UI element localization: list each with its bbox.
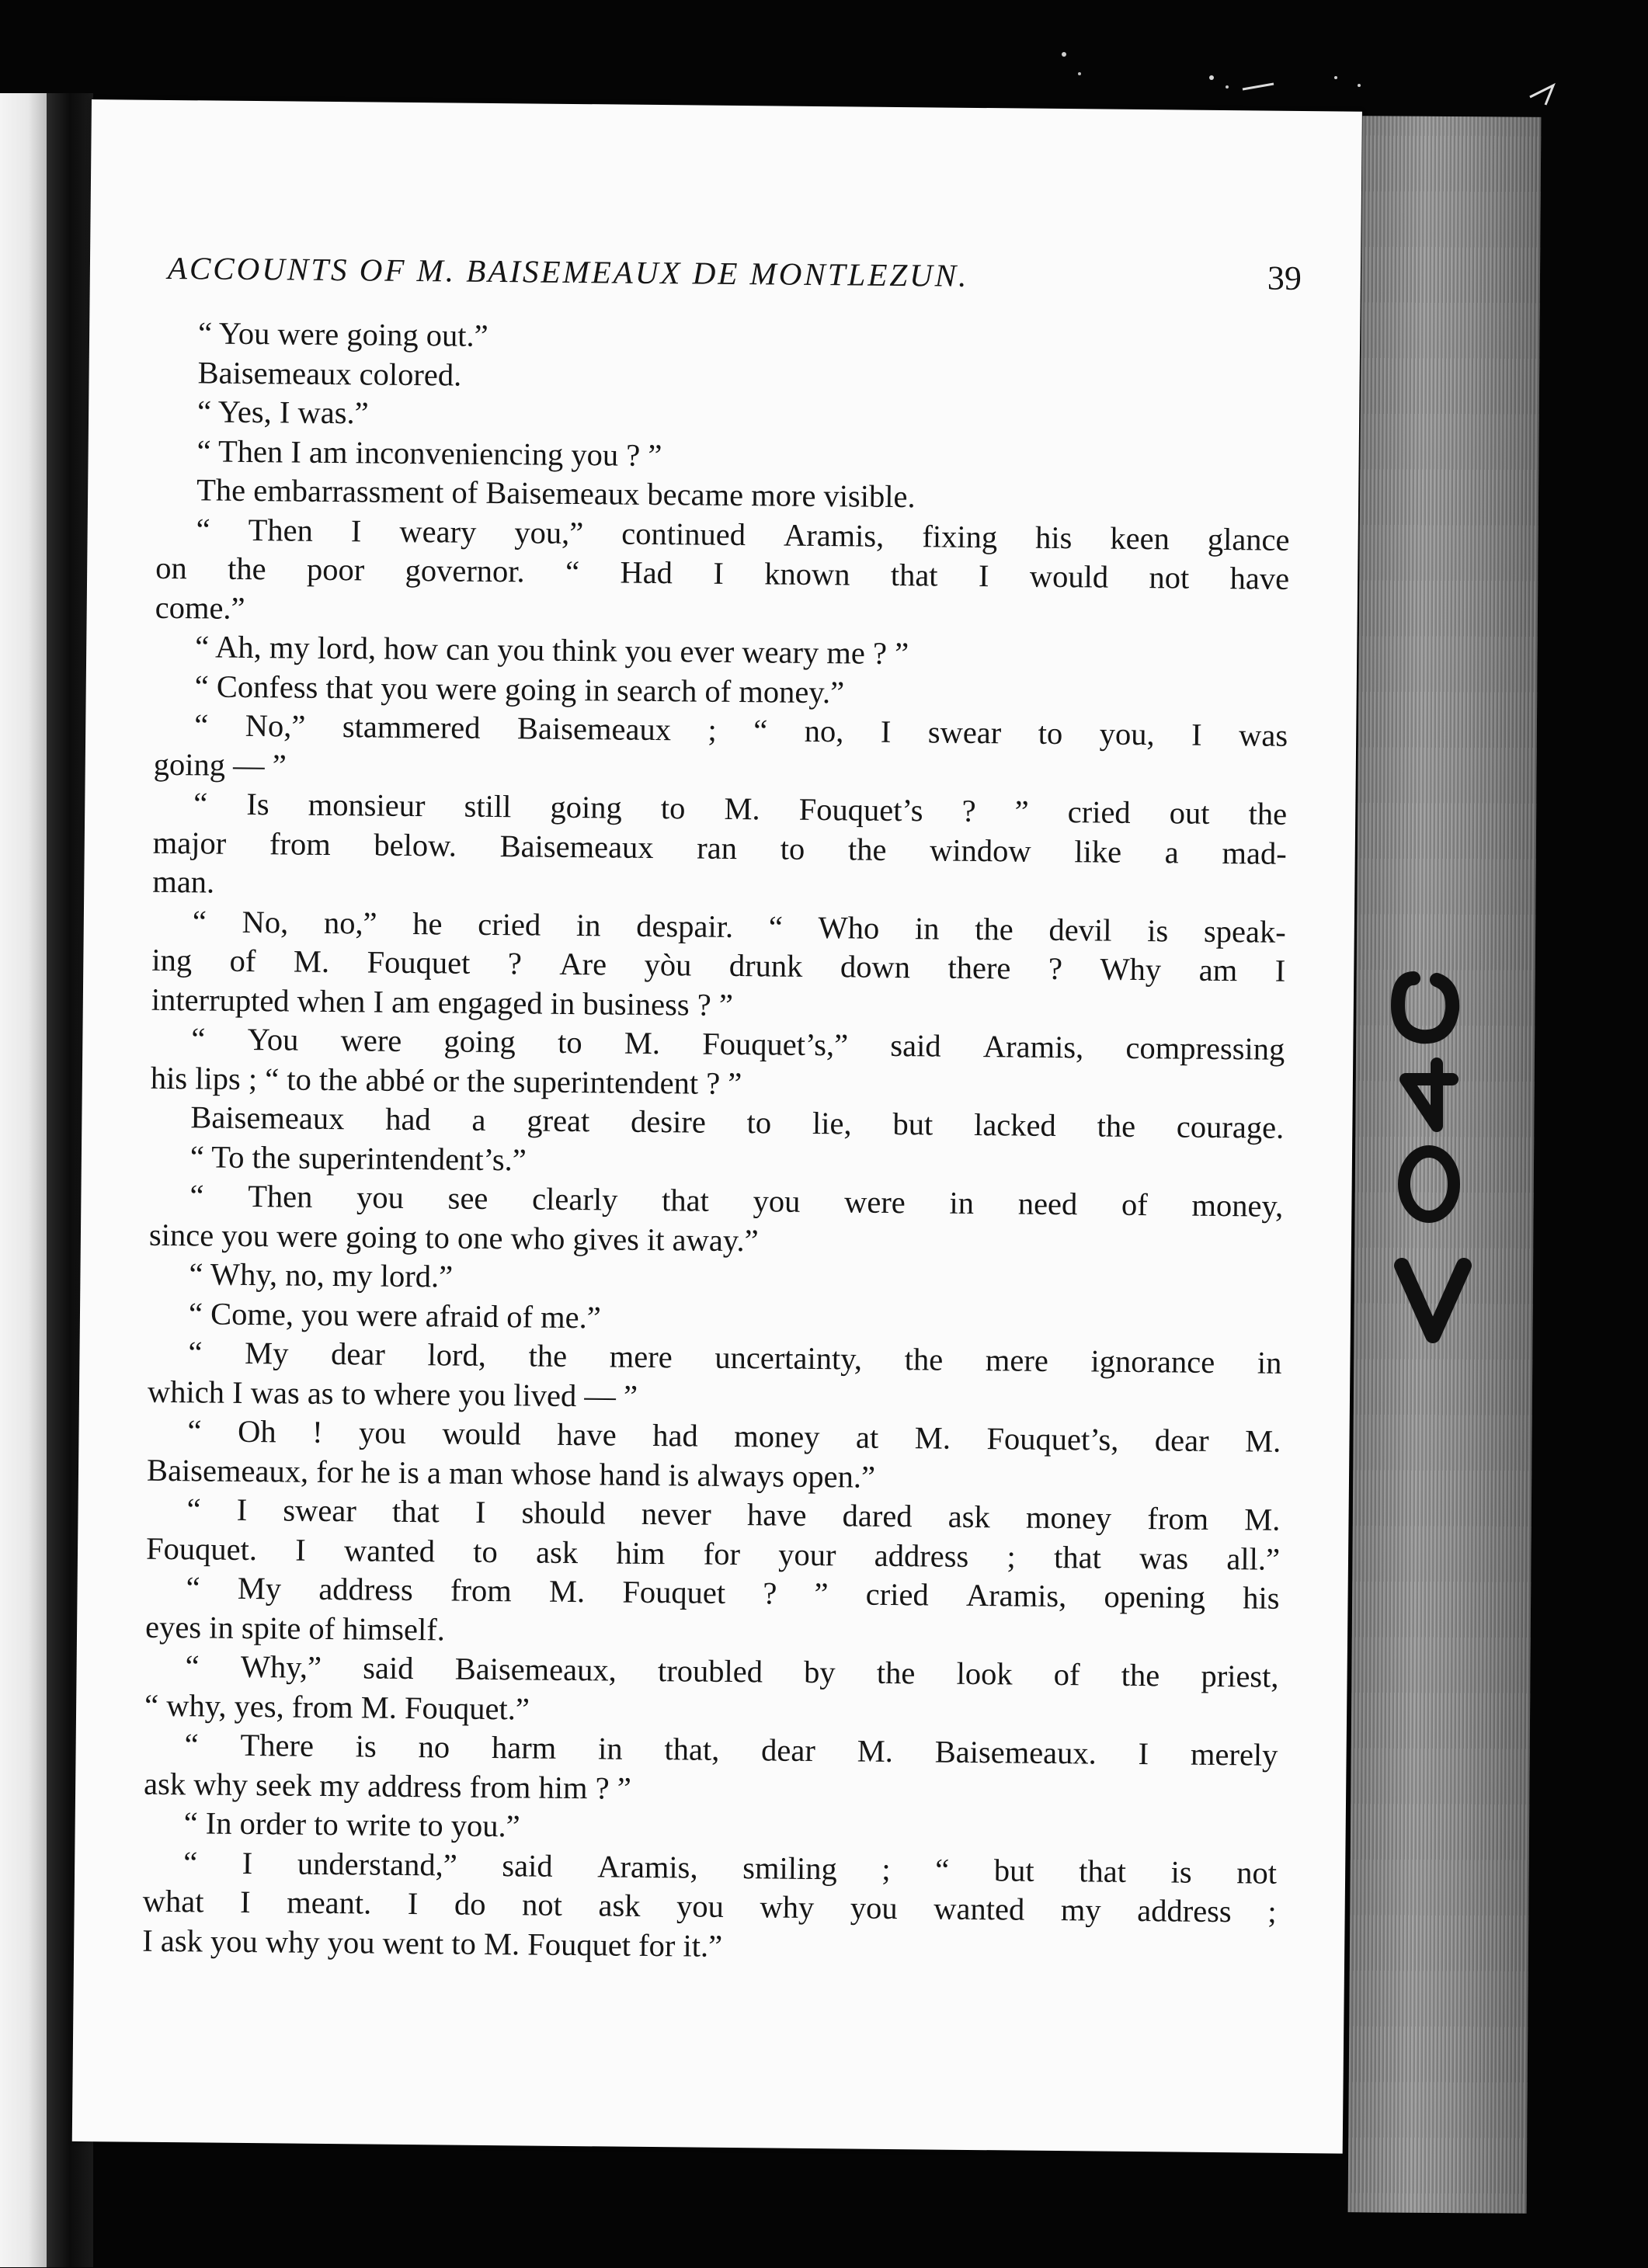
text-line: “ I understand,” said Aramis, smiling ; “ but that is not — [183, 1844, 1278, 1891]
text-line: Baisemeaux colored. — [197, 354, 462, 393]
text-line: “ Then I am inconveniencing you ? ” — [196, 432, 662, 473]
adjacent-page-edge — [0, 93, 47, 2267]
text-line: ask why seek my address from him ? ” — [143, 1766, 631, 1806]
text-line: interrupted when I am engaged in business ? ” — [151, 981, 734, 1023]
text-line: ing of M. Fouquet ? Are yòu drunk down there ? Why am I — [151, 942, 1286, 988]
text-line: Baisemeaux had a great desire to lie, but lacked the courage. — [190, 1099, 1285, 1145]
text-line: since you were going to one who gives it away.” — [148, 1217, 759, 1258]
text-line: on the poor governor. “ Had I known that I would not have — [155, 550, 1290, 596]
text-line: I ask you why you went to M. Fouquet for it.” — [142, 1922, 723, 1964]
running-head: ACCOUNTS OF M. BAISEMEAUX DE MONTLEZUN. — [167, 249, 969, 293]
text-line: “ You were going to M. Fouquet’s,” said Aramis, compressing — [191, 1021, 1285, 1067]
text-line: major from below. Baisemeaux ran to the window like a mad- — [152, 825, 1287, 871]
body-text — [142, 314, 1292, 1971]
text-line: “ Then you see clearly that you were in need of money, — [189, 1178, 1284, 1224]
text-line: “ Why, no, my lord.” — [189, 1256, 454, 1294]
page-number: 39 — [1267, 259, 1302, 297]
text-line: “ Why,” said Baisemeaux, troubled by the look of the priest, — [185, 1648, 1279, 1694]
text-line: “ Ah, my lord, how can you think you ever weary me ? ” — [195, 629, 909, 672]
text-line: “ No,” stammered Baisemeaux ; “ no, I swear to you, I was — [194, 707, 1288, 753]
text-line: Fouquet. I wanted to ask him for your address ; that was all.” — [145, 1530, 1281, 1577]
text-line: going — ” — [153, 746, 287, 783]
text-line: “ Then I weary you,” continued Aramis, fixing his keen glance — [196, 511, 1290, 557]
text-line: come.” — [155, 589, 245, 626]
page-header — [168, 248, 1302, 298]
text-line: “ My dear lord, the mere uncertainty, the mere ignorance in — [188, 1335, 1282, 1381]
text-line: “ There is no harm in that, dear M. Baisemeaux. I merely — [184, 1727, 1278, 1773]
text-line: Baisemeaux, for he is a man whose hand is always open.” — [146, 1452, 876, 1495]
text-line: his lips ; “ to the abbé or the superintendent ? ” — [150, 1060, 742, 1101]
text-line: “ My address from M. Fouquet ? ” cried Aramis, opening his — [186, 1570, 1280, 1616]
text-line: what I meant. I do not ask you why you wanted my address ; — [142, 1883, 1277, 1929]
text-line: “ Yes, I was.” — [196, 394, 369, 431]
text-line: “ To the superintendent’s.” — [189, 1138, 527, 1177]
text-line: “ why, yes, from M. Fouquet.” — [144, 1687, 530, 1727]
text-line: “ No, no,” he cried in despair. “ Who in the devil is speak- — [192, 903, 1286, 950]
text-line: The embarrassment of Baisemeaux became more visible. — [196, 472, 916, 515]
text-line: “ Come, you were afraid of me.” — [188, 1295, 601, 1335]
text-line: “ Is monsieur still going to M. Fouquet’s ? ” cried out the — [193, 786, 1288, 832]
text-line: which I was as to where you lived — ” — [147, 1374, 638, 1414]
book-page — [72, 99, 1362, 2154]
text-line: “ I swear that I should never have dared ask money from M. — [186, 1492, 1281, 1537]
text-line: “ In order to write to you.” — [183, 1805, 520, 1844]
fore-edge-handwritten-mark — [1390, 971, 1483, 1405]
text-line: man. — [152, 863, 215, 900]
text-line: “ Confess that you were going in search of money.” — [194, 668, 845, 710]
text-line: eyes in spite of himself. — [144, 1609, 446, 1647]
text-line: “ Oh ! you would have had money at M. Fouquet’s, dear M. — [187, 1413, 1281, 1459]
text-line: “ You were going out.” — [197, 315, 488, 353]
